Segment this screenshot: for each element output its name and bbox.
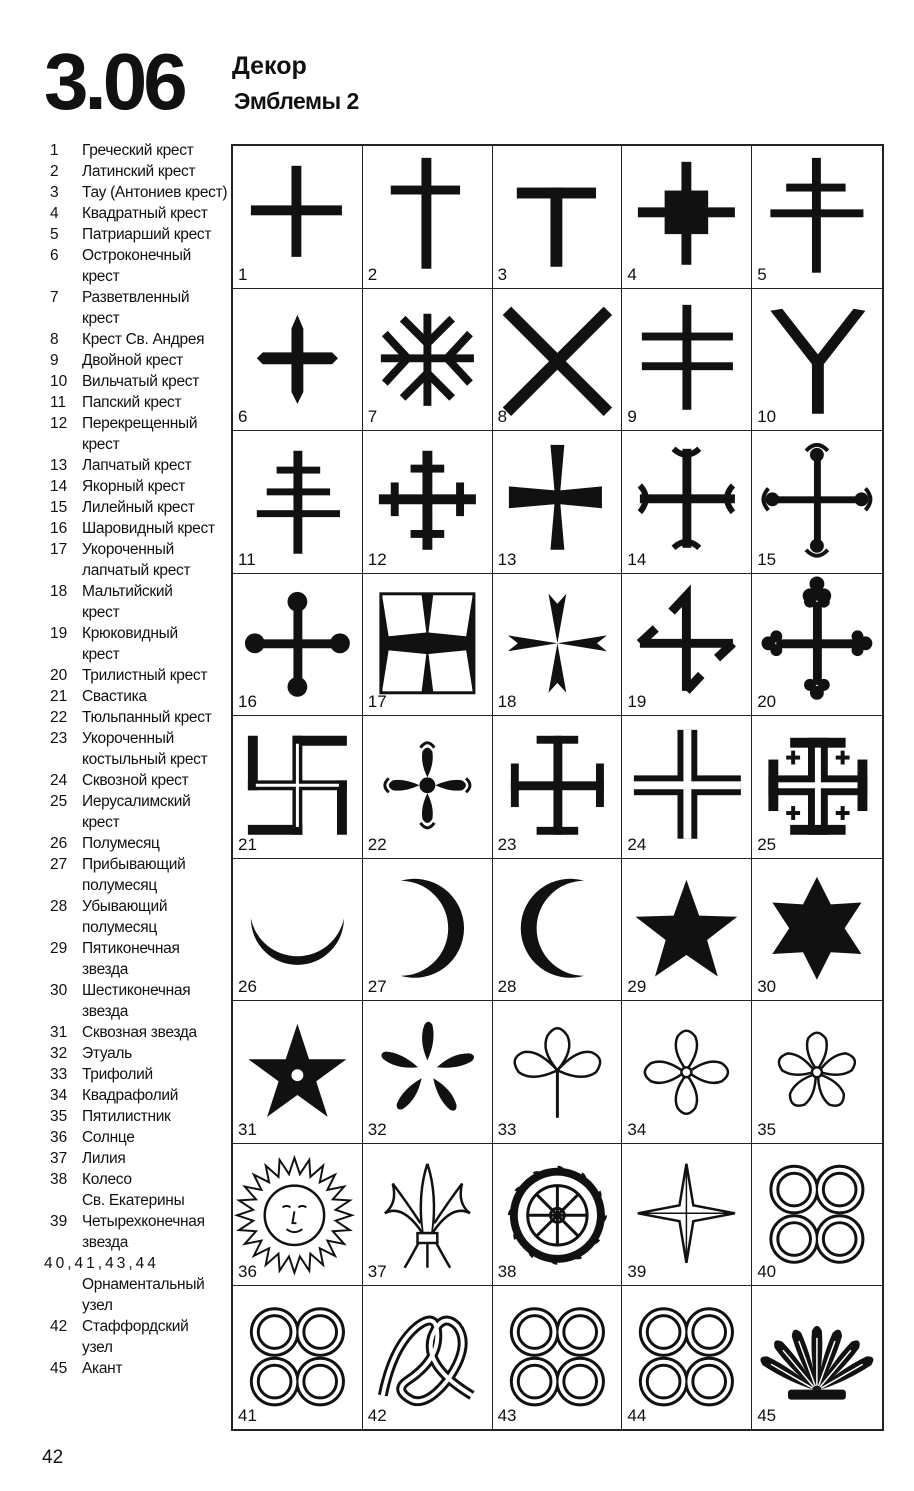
legend-label: звезда — [82, 1234, 129, 1251]
legend-item — [40, 728, 232, 749]
legend-item — [40, 497, 232, 518]
legend-number: 28 — [50, 898, 68, 915]
legend-item — [40, 875, 232, 896]
legend-item — [40, 1190, 232, 1211]
legend-label: Тюльпанный крест — [82, 709, 212, 726]
emblem-number: 27 — [367, 977, 387, 997]
legend-item — [40, 560, 232, 581]
legend-item — [40, 329, 232, 350]
legend-item — [40, 1337, 232, 1358]
legend-item — [40, 602, 232, 623]
emblem-cell — [622, 1001, 752, 1144]
legend-number: 39 — [50, 1213, 68, 1230]
emblem-cell — [233, 1144, 363, 1287]
emblem-number: 35 — [757, 1119, 777, 1139]
legend-label: звезда — [82, 1003, 129, 1020]
legend-item — [40, 623, 232, 644]
legend-label: Якорный крест — [82, 478, 186, 495]
emblem-number: 5 — [757, 264, 767, 284]
emblem-cell — [363, 574, 493, 717]
emblem-grid — [231, 144, 884, 1431]
legend-label: Солнце — [82, 1129, 135, 1146]
legend-label: Шестиконечная — [82, 982, 191, 999]
emblem-number: 3 — [497, 264, 508, 284]
legend-label: Четырехконечная — [82, 1213, 205, 1230]
legend-item — [40, 833, 232, 854]
emblem-cell — [493, 716, 623, 859]
legend-item — [40, 1043, 232, 1064]
legend-item — [40, 266, 232, 287]
emblem-number: 38 — [497, 1262, 517, 1282]
emblem-number: 37 — [367, 1262, 387, 1282]
emblem-cell — [752, 574, 882, 717]
double-cross-icon — [622, 289, 751, 431]
legend-item — [40, 161, 232, 182]
legend-number: 20 — [50, 667, 68, 684]
legend-item — [40, 518, 232, 539]
emblem-cell — [493, 1144, 623, 1287]
legend-item — [40, 812, 232, 833]
legend-item — [40, 938, 232, 959]
emblem-cell — [363, 716, 493, 859]
legend-label: Иерусалимский — [82, 793, 191, 810]
legend-label: Св. Екатерины — [82, 1192, 185, 1209]
emblem-number: 42 — [367, 1406, 387, 1425]
legend-label: костыльный крест — [82, 751, 208, 768]
legend-item — [40, 287, 232, 308]
legend-item — [40, 1106, 232, 1127]
legend-number: 17 — [50, 541, 68, 558]
tau-cross-icon — [493, 146, 622, 288]
legend-label: Разветвленный — [82, 289, 190, 306]
emblem-cell — [622, 716, 752, 859]
emblem-cell — [622, 431, 752, 574]
legend-number: 5 — [50, 226, 59, 243]
legend-label: звезда — [82, 961, 129, 978]
legend-label: Орнаментальный — [82, 1276, 205, 1293]
emblem-number: 2 — [367, 264, 378, 284]
branched-cross-icon — [363, 289, 492, 431]
emblem-number: 33 — [497, 1119, 517, 1139]
emblem-cell — [363, 146, 493, 289]
legend-number: 4 — [50, 205, 59, 222]
legend-item — [40, 959, 232, 980]
legend-number: 36 — [50, 1129, 68, 1146]
legend-number: 7 — [50, 289, 59, 306]
legend-number: 1 — [50, 142, 59, 159]
legend-item — [40, 1253, 232, 1274]
emblem-cell — [752, 289, 882, 432]
emblem-number: 29 — [627, 977, 647, 997]
legend-item — [40, 1127, 232, 1148]
legend-item — [40, 1295, 232, 1316]
legend-number: 8 — [50, 331, 59, 348]
emblem-cell — [233, 574, 363, 717]
legend-label: Лилейный крест — [82, 499, 195, 516]
emblem-cell — [752, 146, 882, 289]
legend-number: 15 — [50, 499, 68, 516]
legend-item — [40, 1274, 232, 1295]
legend-item — [40, 917, 232, 938]
emblem-number: 26 — [238, 977, 257, 997]
emblem-cell — [493, 289, 623, 432]
emblem-cell — [622, 574, 752, 717]
emblem-number: 7 — [367, 407, 378, 427]
legend-number: 30 — [50, 982, 68, 999]
emblem-number: 18 — [497, 692, 517, 712]
emblem-cell — [752, 1286, 882, 1429]
legend-label: Вильчатый крест — [82, 373, 200, 390]
legend-item — [40, 749, 232, 770]
legend-number: 18 — [50, 583, 68, 600]
latin-cross-icon — [363, 146, 492, 288]
legend-item — [40, 707, 232, 728]
legend-item — [40, 392, 232, 413]
emblem-number: 4 — [627, 264, 637, 284]
emblem-number: 32 — [367, 1119, 387, 1139]
legend-number: 9 — [50, 352, 59, 369]
emblem-number: 34 — [627, 1119, 647, 1139]
legend-label: полумесяц — [82, 877, 157, 894]
legend-item — [40, 455, 232, 476]
legend-label: Папский крест — [82, 394, 182, 411]
legend-item — [40, 791, 232, 812]
emblem-cell — [622, 289, 752, 432]
legend-item — [40, 644, 232, 665]
emblem-cell — [622, 1286, 752, 1429]
emblem-cell — [493, 431, 623, 574]
emblem-number: 28 — [497, 977, 517, 997]
legend-number: 33 — [50, 1066, 68, 1083]
legend-label: Стаффордский — [82, 1318, 189, 1335]
legend-item — [40, 1169, 232, 1190]
legend-label: Греческий крест — [82, 142, 194, 159]
saint-andrew-cross-icon — [493, 289, 622, 431]
emblem-number: 12 — [367, 549, 387, 569]
legend-label: крест — [82, 268, 120, 285]
emblem-cell — [233, 859, 363, 1002]
legend-label: Трилистный крест — [82, 667, 208, 684]
legend-number: 27 — [50, 856, 68, 873]
emblem-cell — [233, 146, 363, 289]
legend-label: Сквозная звезда — [82, 1024, 197, 1041]
legend-label: Этуаль — [82, 1045, 132, 1062]
legend-item — [40, 1316, 232, 1337]
emblem-number: 45 — [757, 1406, 777, 1425]
legend-number: 19 — [50, 625, 68, 642]
legend-number: 16 — [50, 520, 68, 537]
legend-label: Тау (Антониев крест) — [82, 184, 228, 201]
legend-label: Лапчатый крест — [82, 457, 192, 474]
legend-number: 11 — [50, 394, 67, 411]
legend-number: 40,41,43,44 — [44, 1255, 159, 1272]
legend-number: 12 — [50, 415, 68, 432]
legend-item — [40, 350, 232, 371]
legend-item — [40, 1085, 232, 1106]
emblem-number: 6 — [238, 407, 248, 427]
legend-label: крест — [82, 436, 120, 453]
legend-number: 25 — [50, 793, 68, 810]
legend-item — [40, 308, 232, 329]
emblem-number: 22 — [367, 834, 387, 854]
emblem-cell — [622, 1144, 752, 1287]
legend-label: Полумесяц — [82, 835, 160, 852]
emblem-number: 21 — [238, 834, 257, 854]
emblem-cell — [493, 574, 623, 717]
emblem-number: 41 — [238, 1406, 257, 1425]
emblem-cell — [363, 1144, 493, 1287]
emblem-cell — [622, 146, 752, 289]
emblem-number: 23 — [497, 834, 517, 854]
legend-number: 10 — [50, 373, 68, 390]
legend-number: 35 — [50, 1108, 68, 1125]
emblem-cell — [752, 716, 882, 859]
legend-label: лапчатый крест — [82, 562, 191, 579]
emblem-number: 14 — [627, 549, 647, 569]
legend-label: Пятилистник — [82, 1108, 171, 1125]
emblem-number: 16 — [238, 692, 257, 712]
emblem-number: 8 — [497, 407, 508, 427]
emblem-number: 36 — [238, 1262, 257, 1282]
legend-item — [40, 1232, 232, 1253]
legend-label: Патриарший крест — [82, 226, 212, 243]
emblem-number: 31 — [238, 1119, 257, 1139]
emblem-cell — [493, 1001, 623, 1144]
emblem-number: 9 — [627, 407, 637, 427]
legend-number: 22 — [50, 709, 68, 726]
legend-number: 34 — [50, 1087, 68, 1104]
emblem-number: 24 — [627, 834, 647, 854]
emblem-cell — [752, 1001, 882, 1144]
legend-label: узел — [82, 1297, 113, 1314]
legend-label: Сквозной крест — [82, 772, 189, 789]
legend-item — [40, 224, 232, 245]
emblem-number: 19 — [627, 692, 647, 712]
legend-item — [40, 665, 232, 686]
legend-item — [40, 539, 232, 560]
legend-label: Остроконечный — [82, 247, 191, 264]
emblem-number: 20 — [757, 692, 777, 712]
legend-item — [40, 686, 232, 707]
legend-label: узел — [82, 1339, 113, 1356]
legend-item — [40, 371, 232, 392]
legend-number: 21 — [50, 688, 68, 705]
legend-item — [40, 1064, 232, 1085]
legend-label: полумесяц — [82, 919, 157, 936]
emblem-cell — [752, 1144, 882, 1287]
emblem-cell — [233, 716, 363, 859]
legend-label: крест — [82, 646, 120, 663]
legend-number: 29 — [50, 940, 68, 957]
legend-label: Шаровидный крест — [82, 520, 215, 537]
legend-item — [40, 1211, 232, 1232]
emblem-cell — [752, 859, 882, 1002]
legend-label: Крест Св. Андрея — [82, 331, 205, 348]
section-number: 3.06 — [44, 37, 184, 126]
legend-label: крест — [82, 310, 120, 327]
emblem-number: 11 — [238, 549, 256, 569]
emblem-cell — [233, 1001, 363, 1144]
square-cross-icon — [622, 146, 751, 288]
legend-number: 26 — [50, 835, 68, 852]
legend-number: 6 — [50, 247, 59, 264]
legend-number: 45 — [50, 1360, 68, 1377]
emblem-number: 17 — [367, 692, 387, 712]
page-subtitle: Эмблемы 2 — [234, 88, 359, 114]
legend-label: Укороченный — [82, 541, 174, 558]
legend-item — [40, 581, 232, 602]
legend-number: 32 — [50, 1045, 68, 1062]
legend-label: Двойной крест — [82, 352, 183, 369]
emblem-cell — [493, 859, 623, 1002]
legend-label: Латинский крест — [82, 163, 196, 180]
emblem-cell — [363, 431, 493, 574]
legend-item — [40, 770, 232, 791]
legend-number: 23 — [50, 730, 68, 747]
emblem-number: 10 — [757, 407, 777, 427]
legend-item — [40, 1148, 232, 1169]
legend-label: Квадрафолий — [82, 1087, 179, 1104]
emblem-cell — [363, 859, 493, 1002]
page-number: 42 — [42, 1447, 64, 1468]
legend-label: Крюковидный — [82, 625, 178, 642]
legend-label: Пятиконечная — [82, 940, 180, 957]
legend-number: 37 — [50, 1150, 68, 1167]
legend-item — [40, 1001, 232, 1022]
emblem-number: 39 — [627, 1262, 647, 1282]
legend-label: Лилия — [82, 1150, 126, 1167]
emblem-cell — [233, 289, 363, 432]
emblem-cell — [752, 431, 882, 574]
emblem-number: 44 — [627, 1406, 647, 1425]
legend-label: Колесо — [82, 1171, 132, 1188]
emblem-cell — [363, 1001, 493, 1144]
legend-label: Прибывающий — [82, 856, 186, 873]
patriarchal-cross-icon — [752, 146, 882, 288]
legend-label: Акант — [82, 1360, 123, 1377]
legend-item — [40, 245, 232, 266]
legend-number: 31 — [50, 1024, 68, 1041]
legend-item — [40, 1022, 232, 1043]
legend-list — [40, 140, 232, 1379]
legend-label: Свастика — [82, 688, 147, 705]
emblem-cell — [493, 146, 623, 289]
legend-item — [40, 140, 232, 161]
emblem-cell — [363, 1286, 493, 1429]
legend-number: 24 — [50, 772, 68, 789]
legend-item — [40, 854, 232, 875]
legend-number: 3 — [50, 184, 59, 201]
legend-number: 42 — [50, 1318, 68, 1335]
legend-number: 14 — [50, 478, 68, 495]
legend-item — [40, 476, 232, 497]
emblem-number: 40 — [757, 1262, 777, 1282]
emblem-cell — [233, 1286, 363, 1429]
emblem-cell — [233, 431, 363, 574]
legend-item — [40, 1358, 232, 1379]
legend-label: Укороченный — [82, 730, 174, 747]
legend-number: 2 — [50, 163, 59, 180]
emblem-cell — [493, 1286, 623, 1429]
legend-item — [40, 980, 232, 1001]
legend-number: 13 — [50, 457, 68, 474]
legend-label: Убывающий — [82, 898, 168, 915]
emblem-number: 1 — [238, 264, 248, 284]
greek-cross-icon — [233, 146, 362, 288]
emblem-cell — [363, 289, 493, 432]
legend-label: Трифолий — [82, 1066, 153, 1083]
emblem-number: 25 — [757, 834, 777, 854]
emblem-cell — [622, 859, 752, 1002]
legend-label: крест — [82, 604, 120, 621]
legend-item — [40, 203, 232, 224]
emblem-number: 15 — [757, 549, 777, 569]
legend-label: крест — [82, 814, 120, 831]
page-title: Декор — [232, 52, 307, 80]
emblem-number: 43 — [497, 1406, 517, 1425]
legend-label: Мальтийский — [82, 583, 173, 600]
legend-number: 38 — [50, 1171, 68, 1188]
legend-item — [40, 182, 232, 203]
legend-item — [40, 413, 232, 434]
legend-item — [40, 896, 232, 917]
legend-label: Квадратный крест — [82, 205, 208, 222]
legend-label: Перекрещенный — [82, 415, 198, 432]
emblem-number: 30 — [757, 977, 777, 997]
legend-item — [40, 434, 232, 455]
pointed-cross-icon — [233, 289, 362, 431]
emblem-number: 13 — [497, 549, 517, 569]
